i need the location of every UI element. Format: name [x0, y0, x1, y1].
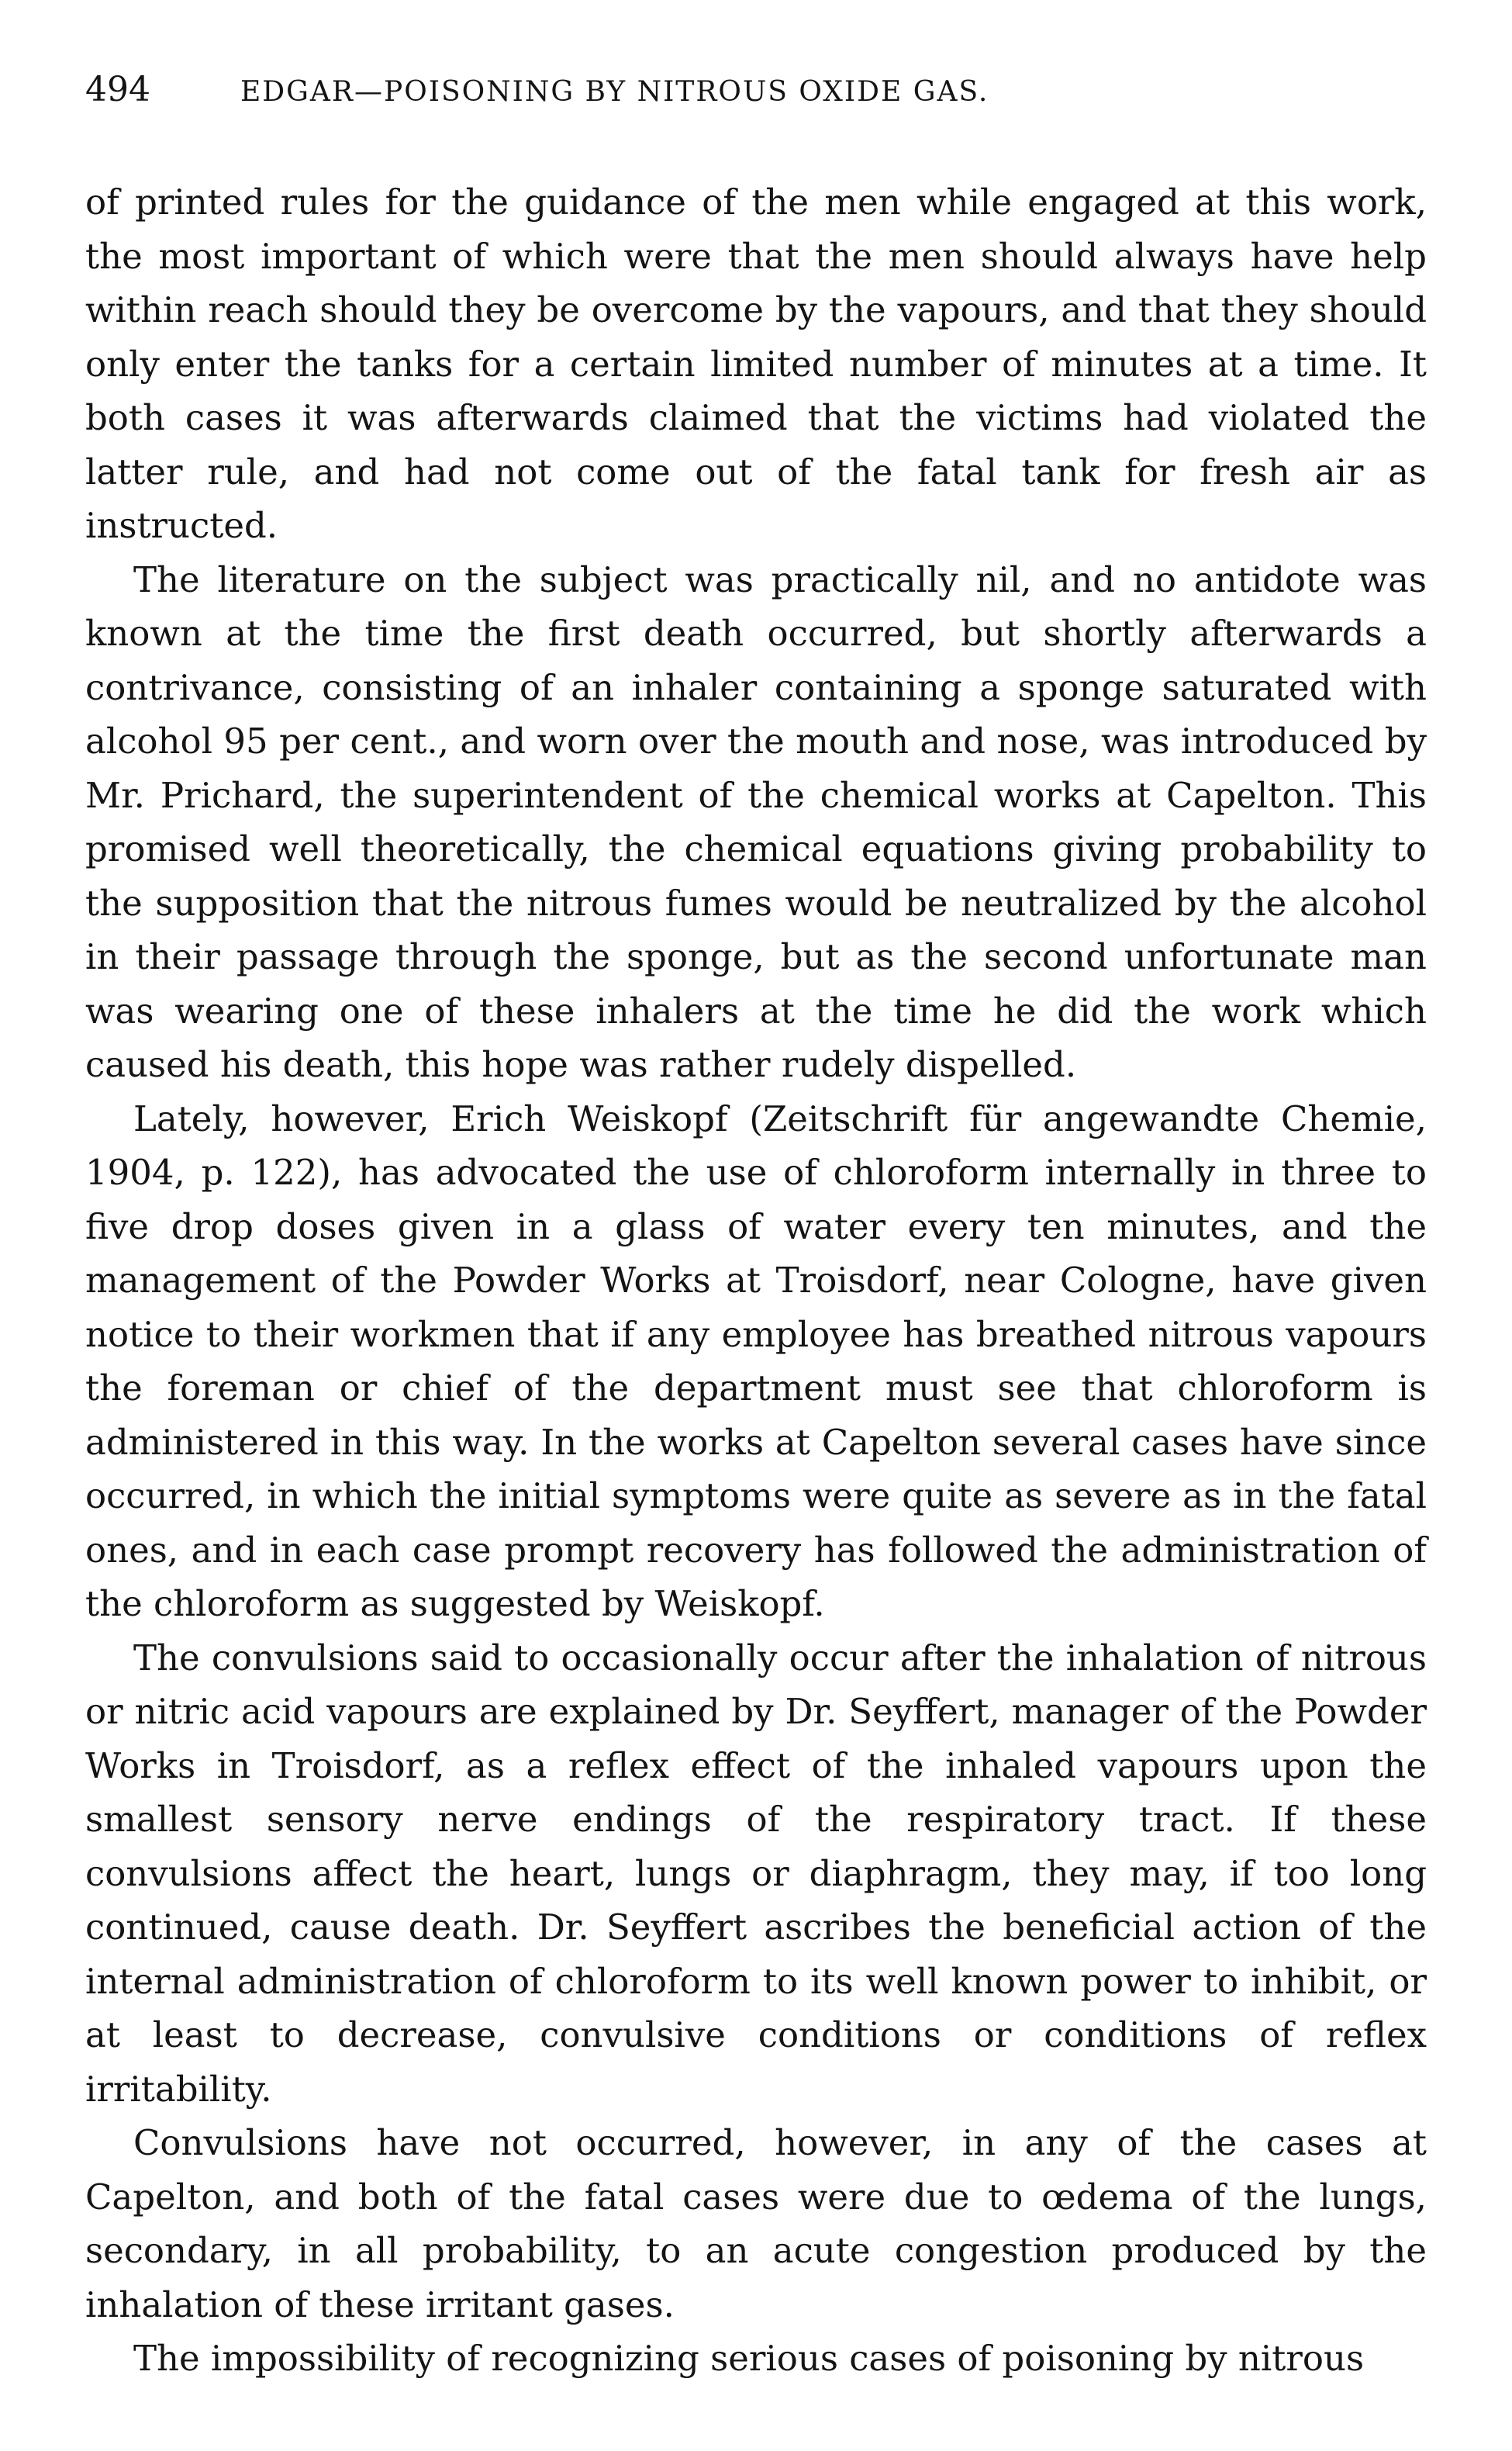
running-head: EDGAR—POISONING BY NITROUS OXIDE GAS. [240, 76, 989, 108]
page-header [85, 70, 1427, 124]
paragraph-weiskopf: Lately, however, Erich Weiskopf (Zeitschrift für angewandte Chemie, 1904, p. 122), has advocated the use of chloroform internally in three to five drop doses given in a glass of water every ten minutes, and the management of the Powder Works at Troisdorf, near Cologne, have given notice to their workmen that if any employee has breathed nitrous vapours the foreman or chief of the department must see that chloroform is administered in this way. In the works at Capelton several cases have since occurred, in which the initial symptoms were quite as severe as in the fatal ones, and in each case prompt recovery has followed the administration of the chloroform as suggested by Weiskopf. [85, 1098, 1427, 1624]
paragraph-convulsions: The convulsions said to occasionally occur after the inhalation of nitrous or nitric acid vapours are explained by Dr. Seyffert, manager of the Powder Works in Troisdorf, as a reflex effect of the inhaled vapours upon the smallest sensory nerve endings of the respiratory tract. If these convulsions affect the heart, lungs or diaphragm, they may, if too long continued, cause death. Dr. Seyffert ascribes the beneficial action of the internal administration of chloroform to its well known power to inhibit, or at least to decrease, convulsive conditions or conditions of reflex irritability. [85, 1637, 1427, 2110]
paragraph-continuation: of printed rules for the guidance of the men while engaged at this work, the most important of which were that the men should always have help within reach should they be overcome by the vapours, and that they should only enter the tanks for a certain limited number of minutes at a time. It both cases it was afterwards claimed that the victims had violated the latter rule, and had not come out of the fatal tank for fresh air as instructed. [85, 181, 1427, 546]
body-text [85, 175, 1427, 2386]
page [85, 70, 1427, 2386]
paragraph-capelton-cases: Convulsions have not occurred, however, in any of the cases at Capelton, and both of the fatal cases were due to œdema of the lungs, secondary, in all probability, to an acute congestion produced by the inhalation of these irritant gases. [85, 2122, 1427, 2325]
paragraph-impossibility: The impossibility of recognizing serious cases of poisoning by nitrous [133, 2338, 1365, 2379]
page-number: 494 [85, 70, 150, 109]
paragraph-literature: The literature on the subject was practically nil, and no antidote was known at the time the first death occurred, but shortly afterwards a contrivance, consisting of an inhaler containing a sponge saturated with alcohol 95 per cent., and worn over the mouth and nose, was introduced by Mr. Prichard, the superintendent of the chemical works at Capelton. This promised well theoretically, the chemical equations giving probability to the supposition that the nitrous fumes would be neutralized by the alcohol in their passage through the sponge, but as the second unfortunate man was wearing one of these inhalers at the time he did the work which caused his death, this hope was rather rudely dispelled. [85, 558, 1427, 1085]
